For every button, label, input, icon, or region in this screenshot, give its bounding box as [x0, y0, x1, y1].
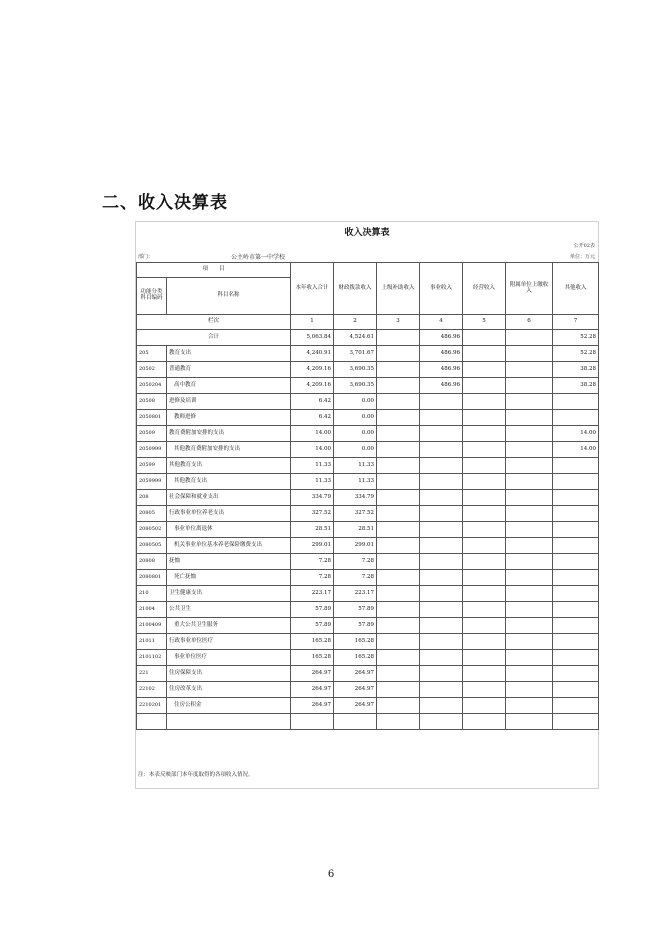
table-row: [137, 602, 599, 618]
row-value: [420, 666, 463, 682]
unit-label: 单位：万元: [569, 254, 595, 260]
row-value: [506, 698, 553, 714]
header-col-5: 经营收入: [463, 263, 506, 315]
colnum-6: 6: [506, 315, 553, 330]
row-value: [377, 522, 420, 538]
row-value: 7.28: [291, 554, 334, 570]
row-value: [420, 634, 463, 650]
row-name: 进修及培训: [167, 394, 291, 410]
table-row: [137, 714, 599, 730]
row-value: 3,690.35: [334, 378, 377, 394]
row-value: 4,209.16: [291, 362, 334, 378]
row-value: 486.96: [420, 378, 463, 394]
row-name: 教育费附加安排的支出: [167, 426, 291, 442]
row-value: [506, 506, 553, 522]
row-value: [463, 522, 506, 538]
colnum-2: 2: [334, 315, 377, 330]
header-name: 科目名称: [167, 278, 291, 315]
row-value: 38.28: [553, 378, 599, 394]
row-value: [463, 554, 506, 570]
row-name: 教育支出: [167, 346, 291, 362]
row-code: [137, 714, 167, 730]
row-value: 14.00: [291, 426, 334, 442]
row-code: 20508: [137, 394, 167, 410]
income-table: [136, 262, 599, 730]
row-name: 住房保障支出: [167, 666, 291, 682]
row-value: 3,701.67: [334, 346, 377, 362]
row-code: 20808: [137, 554, 167, 570]
row-value: 0.00: [334, 410, 377, 426]
row-value: [506, 426, 553, 442]
row-value: [377, 490, 420, 506]
total-value: 52.28: [553, 330, 599, 346]
row-value: 3,690.35: [334, 362, 377, 378]
row-name: 住房公积金: [167, 698, 291, 714]
row-value: [420, 490, 463, 506]
table-row: [137, 538, 599, 554]
table-row: [137, 666, 599, 682]
header-code: 功能分类科目编码: [137, 278, 167, 315]
row-value: [506, 362, 553, 378]
row-value: [463, 506, 506, 522]
total-row: [137, 330, 599, 346]
colnum-label: 栏次: [137, 315, 291, 330]
table-row: [137, 650, 599, 666]
row-code: 2050801: [137, 410, 167, 426]
row-value: 14.00: [553, 426, 599, 442]
department-name: 公主岭市第一中学校: [231, 254, 286, 261]
row-name: 高中教育: [167, 378, 291, 394]
row-value: 264.97: [334, 682, 377, 698]
row-code: 210: [137, 586, 167, 602]
row-code: 20509: [137, 426, 167, 442]
row-value: [463, 362, 506, 378]
row-value: [377, 442, 420, 458]
colnum-5: 5: [463, 315, 506, 330]
total-value: 4,524.61: [334, 330, 377, 346]
row-value: 6.42: [291, 410, 334, 426]
row-value: 299.01: [334, 538, 377, 554]
row-value: [463, 474, 506, 490]
row-value: [420, 442, 463, 458]
row-value: 7.28: [334, 554, 377, 570]
row-value: [463, 346, 506, 362]
row-value: [506, 522, 553, 538]
row-code: 2080502: [137, 522, 167, 538]
row-code: 2210201: [137, 698, 167, 714]
row-value: 57.89: [334, 618, 377, 634]
row-value: [553, 714, 599, 730]
row-code: 20502: [137, 362, 167, 378]
table-code-label: 公开02表: [573, 243, 595, 249]
page-number: 6: [327, 869, 335, 880]
row-value: 264.97: [334, 698, 377, 714]
row-value: [377, 426, 420, 442]
row-value: [291, 714, 334, 730]
row-value: [463, 490, 506, 506]
header-col-6: 附属单位上缴收入: [506, 263, 553, 315]
row-code: 2100409: [137, 618, 167, 634]
total-value: [377, 330, 420, 346]
row-value: 334.79: [291, 490, 334, 506]
header-col-7: 其他收入: [553, 263, 599, 315]
row-value: [420, 458, 463, 474]
row-value: [553, 410, 599, 426]
table-row: [137, 618, 599, 634]
row-code: 22102: [137, 682, 167, 698]
row-code: 2080801: [137, 570, 167, 586]
table-row: [137, 506, 599, 522]
row-value: 327.52: [291, 506, 334, 522]
total-label: 合计: [137, 330, 291, 346]
row-value: [420, 682, 463, 698]
row-value: [506, 410, 553, 426]
table-row: [137, 570, 599, 586]
row-value: [463, 458, 506, 474]
row-value: [553, 458, 599, 474]
row-value: [377, 618, 420, 634]
row-value: [463, 650, 506, 666]
row-value: 7.28: [334, 570, 377, 586]
row-value: [420, 714, 463, 730]
header-col-3: 上级补助收入: [377, 263, 420, 315]
row-value: 264.97: [334, 666, 377, 682]
row-value: [463, 586, 506, 602]
row-value: 264.97: [291, 698, 334, 714]
table-row: [137, 522, 599, 538]
row-value: [463, 714, 506, 730]
row-value: [553, 586, 599, 602]
row-value: [463, 618, 506, 634]
colnum-1: 1: [291, 315, 334, 330]
row-value: 165.28: [334, 650, 377, 666]
row-value: [506, 650, 553, 666]
row-code: 221: [137, 666, 167, 682]
table-row: [137, 634, 599, 650]
row-name: 其他教育支出: [167, 458, 291, 474]
row-value: [420, 522, 463, 538]
row-value: [553, 490, 599, 506]
row-value: [420, 570, 463, 586]
row-value: 0.00: [334, 394, 377, 410]
row-value: [553, 634, 599, 650]
row-value: [553, 650, 599, 666]
colnum-4: 4: [420, 315, 463, 330]
row-name: 行政事业单位医疗: [167, 634, 291, 650]
row-value: 0.00: [334, 442, 377, 458]
row-value: 7.28: [291, 570, 334, 586]
row-code: 2101102: [137, 650, 167, 666]
row-value: [506, 458, 553, 474]
row-value: [553, 570, 599, 586]
row-value: 11.33: [291, 474, 334, 490]
row-value: 38.28: [553, 362, 599, 378]
row-value: [506, 378, 553, 394]
row-value: 11.33: [334, 474, 377, 490]
row-value: [420, 602, 463, 618]
table-row: [137, 474, 599, 490]
row-value: 165.28: [291, 634, 334, 650]
row-value: [420, 410, 463, 426]
row-value: [420, 586, 463, 602]
row-name: 住房改革支出: [167, 682, 291, 698]
row-value: 486.96: [420, 346, 463, 362]
row-value: [506, 618, 553, 634]
table-row: [137, 362, 599, 378]
row-value: [420, 474, 463, 490]
row-value: [553, 506, 599, 522]
row-code: 20599: [137, 458, 167, 474]
row-value: 57.89: [334, 602, 377, 618]
header-col-1: 本年收入合计: [291, 263, 334, 315]
row-value: [463, 378, 506, 394]
row-value: [420, 506, 463, 522]
row-value: [553, 602, 599, 618]
table-row: [137, 442, 599, 458]
row-value: [377, 474, 420, 490]
row-value: 223.17: [291, 586, 334, 602]
income-table-sheet: [135, 221, 599, 789]
row-value: [420, 554, 463, 570]
row-value: [463, 698, 506, 714]
row-value: [420, 538, 463, 554]
row-value: [420, 426, 463, 442]
total-value: [506, 330, 553, 346]
row-value: [553, 554, 599, 570]
row-value: [377, 570, 420, 586]
row-value: [553, 682, 599, 698]
row-value: 11.33: [291, 458, 334, 474]
row-value: [377, 538, 420, 554]
row-name: 抚恤: [167, 554, 291, 570]
row-code: 20805: [137, 506, 167, 522]
row-value: [377, 506, 420, 522]
row-value: [463, 570, 506, 586]
row-value: [506, 554, 553, 570]
row-value: 4,209.16: [291, 378, 334, 394]
row-value: [463, 394, 506, 410]
row-value: [377, 602, 420, 618]
row-value: [377, 698, 420, 714]
row-value: [506, 714, 553, 730]
table-row: [137, 554, 599, 570]
row-value: 486.96: [420, 362, 463, 378]
row-value: [506, 682, 553, 698]
row-value: [506, 442, 553, 458]
row-value: [553, 618, 599, 634]
table-row: [137, 394, 599, 410]
row-value: 165.28: [291, 650, 334, 666]
table-row: [137, 426, 599, 442]
table-row: [137, 378, 599, 394]
row-value: [553, 538, 599, 554]
department-label: 部门：: [138, 254, 154, 260]
row-value: [377, 682, 420, 698]
row-value: [463, 410, 506, 426]
row-name: 事业单位医疗: [167, 650, 291, 666]
row-value: [506, 570, 553, 586]
row-code: 21011: [137, 634, 167, 650]
row-value: [377, 554, 420, 570]
row-code: 205: [137, 346, 167, 362]
table-title: 收入决算表: [344, 228, 390, 238]
row-value: 57.89: [291, 602, 334, 618]
row-name: 机关事业单位基本养老保险缴费支出: [167, 538, 291, 554]
header-col-2: 财政拨款收入: [334, 263, 377, 315]
row-value: [463, 538, 506, 554]
row-value: [377, 586, 420, 602]
row-name: 重大公共卫生服务: [167, 618, 291, 634]
row-value: [463, 442, 506, 458]
row-value: [377, 410, 420, 426]
row-value: [420, 618, 463, 634]
row-value: [506, 634, 553, 650]
row-value: [506, 602, 553, 618]
row-value: 165.28: [334, 634, 377, 650]
row-value: 223.17: [334, 586, 377, 602]
row-value: [506, 394, 553, 410]
row-value: [377, 362, 420, 378]
table-row: [137, 698, 599, 714]
row-name: [167, 714, 291, 730]
row-name: 教师进修: [167, 410, 291, 426]
row-code: 2080505: [137, 538, 167, 554]
row-value: [553, 522, 599, 538]
row-value: [377, 714, 420, 730]
row-value: [463, 602, 506, 618]
row-value: [463, 682, 506, 698]
row-value: 57.89: [291, 618, 334, 634]
row-code: 2050999: [137, 442, 167, 458]
row-value: 327.52: [334, 506, 377, 522]
row-name: 社会保障和就业支出: [167, 490, 291, 506]
total-value: 486.96: [420, 330, 463, 346]
row-value: [377, 666, 420, 682]
table-row: [137, 410, 599, 426]
row-value: [506, 586, 553, 602]
row-code: 2059999: [137, 474, 167, 490]
header-project: 项 目: [137, 263, 291, 278]
row-name: 公共卫生: [167, 602, 291, 618]
colnum-3: 3: [377, 315, 420, 330]
row-name: 普通教育: [167, 362, 291, 378]
row-value: [334, 714, 377, 730]
row-code: 2050204: [137, 378, 167, 394]
total-value: 5,063.84: [291, 330, 334, 346]
total-value: [463, 330, 506, 346]
header-col-4: 事业收入: [420, 263, 463, 315]
row-name: 其他教育费附加安排的支出: [167, 442, 291, 458]
row-value: [463, 666, 506, 682]
row-value: [377, 378, 420, 394]
row-value: 6.42: [291, 394, 334, 410]
table-row: [137, 586, 599, 602]
row-value: [506, 474, 553, 490]
row-name: 卫生健康支出: [167, 586, 291, 602]
table-row: [137, 346, 599, 362]
row-value: [463, 426, 506, 442]
row-name: 行政事业单位养老支出: [167, 506, 291, 522]
row-value: [553, 698, 599, 714]
row-value: 0.00: [334, 426, 377, 442]
row-value: [506, 346, 553, 362]
row-value: [553, 474, 599, 490]
table-row: [137, 458, 599, 474]
table-note: 注：本表反映部门本年度取得的各项收入情况。: [138, 772, 254, 778]
row-value: 299.01: [291, 538, 334, 554]
row-value: [420, 698, 463, 714]
row-value: [506, 490, 553, 506]
row-value: 11.33: [334, 458, 377, 474]
row-value: [553, 666, 599, 682]
row-value: 52.28: [553, 346, 599, 362]
row-value: [553, 394, 599, 410]
row-name: 死亡抚恤: [167, 570, 291, 586]
row-value: [463, 634, 506, 650]
colnum-7: 7: [553, 315, 599, 330]
row-value: [420, 394, 463, 410]
row-value: [377, 650, 420, 666]
row-value: 14.00: [553, 442, 599, 458]
table-row: [137, 490, 599, 506]
row-value: [420, 650, 463, 666]
row-value: 28.51: [291, 522, 334, 538]
row-value: 264.97: [291, 682, 334, 698]
header-row-project: [137, 263, 599, 278]
section-heading: 二、收入决算表: [102, 193, 228, 213]
row-name: 事业单位离退休: [167, 522, 291, 538]
column-number-row: [137, 315, 599, 330]
table-row: [137, 682, 599, 698]
row-value: 14.00: [291, 442, 334, 458]
row-value: [377, 634, 420, 650]
row-value: [377, 346, 420, 362]
row-name: 其他教育支出: [167, 474, 291, 490]
row-value: [506, 538, 553, 554]
row-value: 334.79: [334, 490, 377, 506]
row-code: 21004: [137, 602, 167, 618]
row-value: [377, 394, 420, 410]
row-value: 4,240.91: [291, 346, 334, 362]
row-code: 208: [137, 490, 167, 506]
row-value: [377, 458, 420, 474]
row-value: [506, 666, 553, 682]
row-value: 28.51: [334, 522, 377, 538]
row-value: 264.97: [291, 666, 334, 682]
